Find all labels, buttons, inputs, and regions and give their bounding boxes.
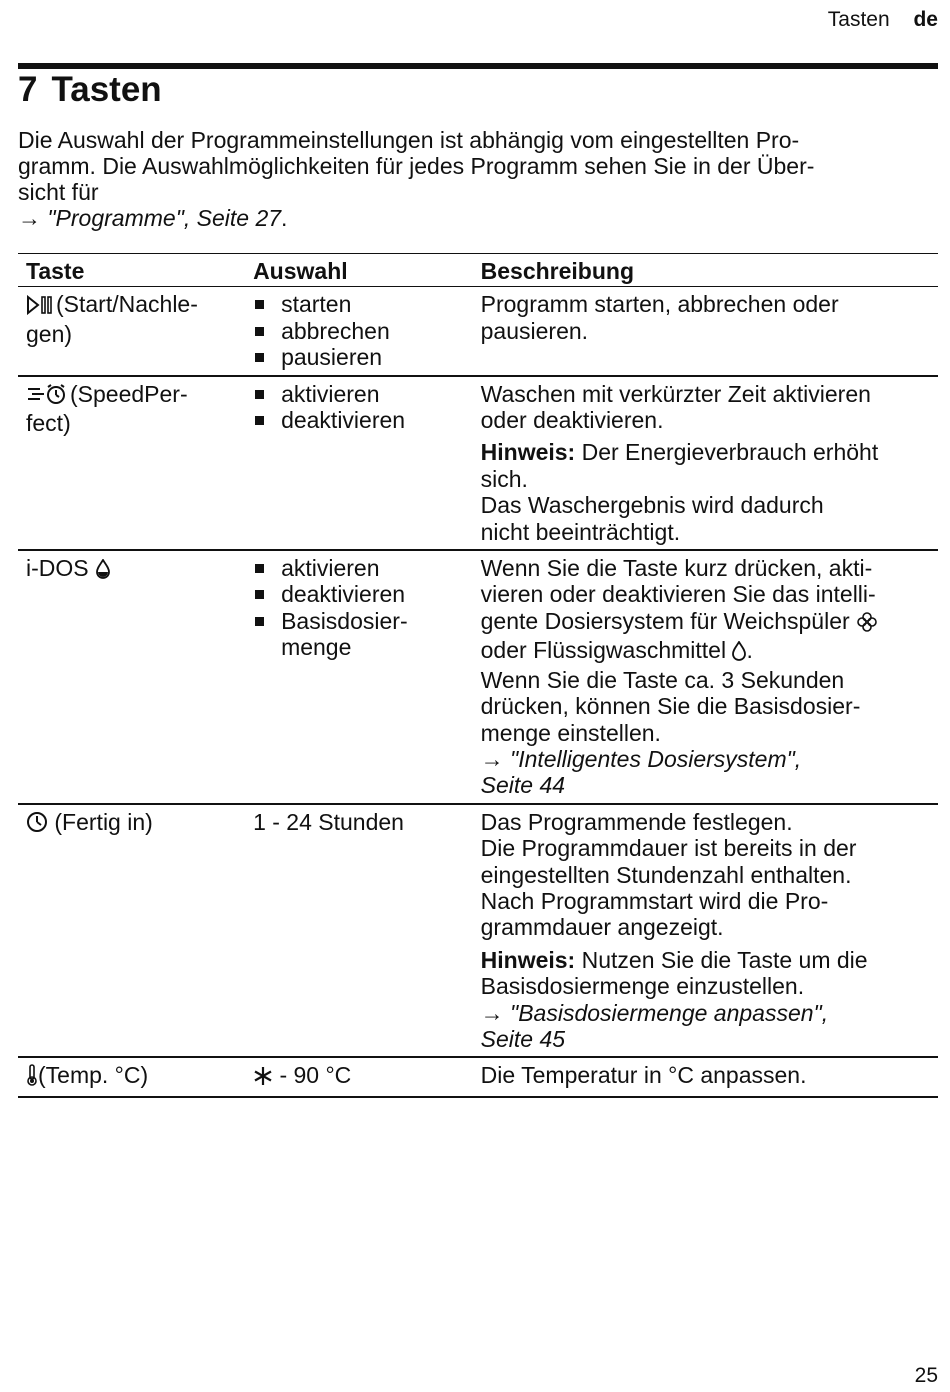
intro-line: gramm. Die Auswahlmöglichkeiten für jedes Programm sehen Sie in der Über- [18, 153, 815, 179]
list-item: aktivieren [253, 555, 465, 581]
running-header [828, 8, 938, 32]
options-cell [245, 287, 473, 376]
cross-reference[interactable]: → "Programme", Seite 27. [18, 205, 288, 231]
intro-line: Die Auswahl der Programmeinstellungen ist abhängig vom eingestellten Pro- [18, 127, 800, 153]
page-number: 25 [914, 1364, 938, 1387]
key-cell: (Fertig in) [18, 804, 245, 1058]
start-pause-icon [26, 294, 56, 320]
options-cell [245, 550, 473, 804]
list-item: abbrechen [253, 318, 465, 344]
clock-icon [26, 811, 48, 838]
column-header: Beschreibung [473, 254, 938, 287]
list-item: Basisdosier- menge [253, 608, 465, 661]
key-cell: i-DOS [18, 550, 245, 804]
arrow-icon: → [18, 205, 48, 231]
list-item: deaktivieren [253, 581, 465, 607]
cross-reference[interactable]: → "Basisdosiermenge anpassen", [480, 999, 829, 1026]
table-row [18, 804, 938, 1058]
key-cell: (Start/Nachle- gen) [18, 287, 245, 376]
title-number: 7 [18, 70, 38, 109]
ref-link[interactable]: "Programme", Seite 27 [47, 205, 282, 231]
title-rule [18, 63, 938, 69]
description-cell: Das Programmende festlegen. Die Programmdauer ist bereits in der eingestellten Stundenzahl enthalten. Nach Programmstart wird die Pro- grammdauer angezeigt. Hinweis: Nutzen Sie die Taste um die Basisdosiermenge einzustellen. → "Basisdosiermenge anpassen", Seite 45 [473, 804, 938, 1058]
column-header: Taste [18, 254, 245, 287]
column-header: Auswahl [245, 254, 473, 287]
arrow-icon: → [480, 999, 511, 1026]
keys-table [18, 253, 938, 1098]
list-item: deaktivieren [253, 407, 465, 433]
list-item: aktivieren [253, 381, 465, 407]
title-text: Tasten [51, 70, 162, 109]
thermometer-icon [26, 1064, 38, 1091]
liquid-detergent-drop-icon [732, 640, 746, 666]
note: Hinweis: Der Energieverbrauch erhöht [480, 439, 879, 466]
table-row [18, 1057, 938, 1096]
description-cell: Wenn Sie die Taste kurz drücken, akti- vieren oder deaktivieren Sie das intelli- gente Dosiersystem für Weichspüler oder Flüssigwaschmittel . Wenn Sie die Taste ca. 3 Sekunden drücken, können Sie die Basisdosier- menge einstellen. → "Intelligentes Dosiersystem", Seite 44 [473, 550, 938, 804]
key-cell: (Temp. °C) [18, 1057, 245, 1096]
table-row [18, 550, 938, 804]
note: Hinweis: Nutzen Sie die Taste um die [480, 946, 868, 973]
arrow-icon: → [480, 745, 511, 772]
header-language: de [913, 8, 938, 31]
table-row [18, 376, 938, 550]
options-cell [245, 376, 473, 550]
options-cell: 1 - 24 Stunden [245, 804, 473, 1058]
softener-flower-icon [856, 611, 878, 637]
idos-drop-icon [95, 558, 111, 584]
table-row [18, 287, 938, 376]
description-cell: Die Temperatur in °C anpassen. [473, 1057, 938, 1096]
intro-line: sicht für [18, 179, 99, 205]
options-cell: - 90 °C [245, 1057, 473, 1096]
description-cell: Programm starten, abbrechen oder pausieren. [473, 287, 938, 376]
list-item: starten [253, 291, 465, 317]
header-section: Tasten [827, 8, 890, 31]
list-item: pausieren [253, 344, 465, 370]
cold-snowflake-icon [253, 1065, 273, 1091]
cross-reference[interactable]: → "Intelligentes Dosiersystem", [480, 745, 802, 772]
table-header-row [18, 254, 938, 287]
intro-paragraph [18, 127, 933, 231]
speedperfect-icon [26, 383, 70, 410]
page-title [18, 70, 162, 110]
key-cell: (SpeedPer- fect) [18, 376, 245, 550]
description-cell: Waschen mit verkürzter Zeit aktivieren oder deaktivieren. Hinweis: Der Energieverbrauch erhöht sich. Das Waschergebnis wird dadurch nicht beeinträchtigt. [473, 376, 938, 550]
